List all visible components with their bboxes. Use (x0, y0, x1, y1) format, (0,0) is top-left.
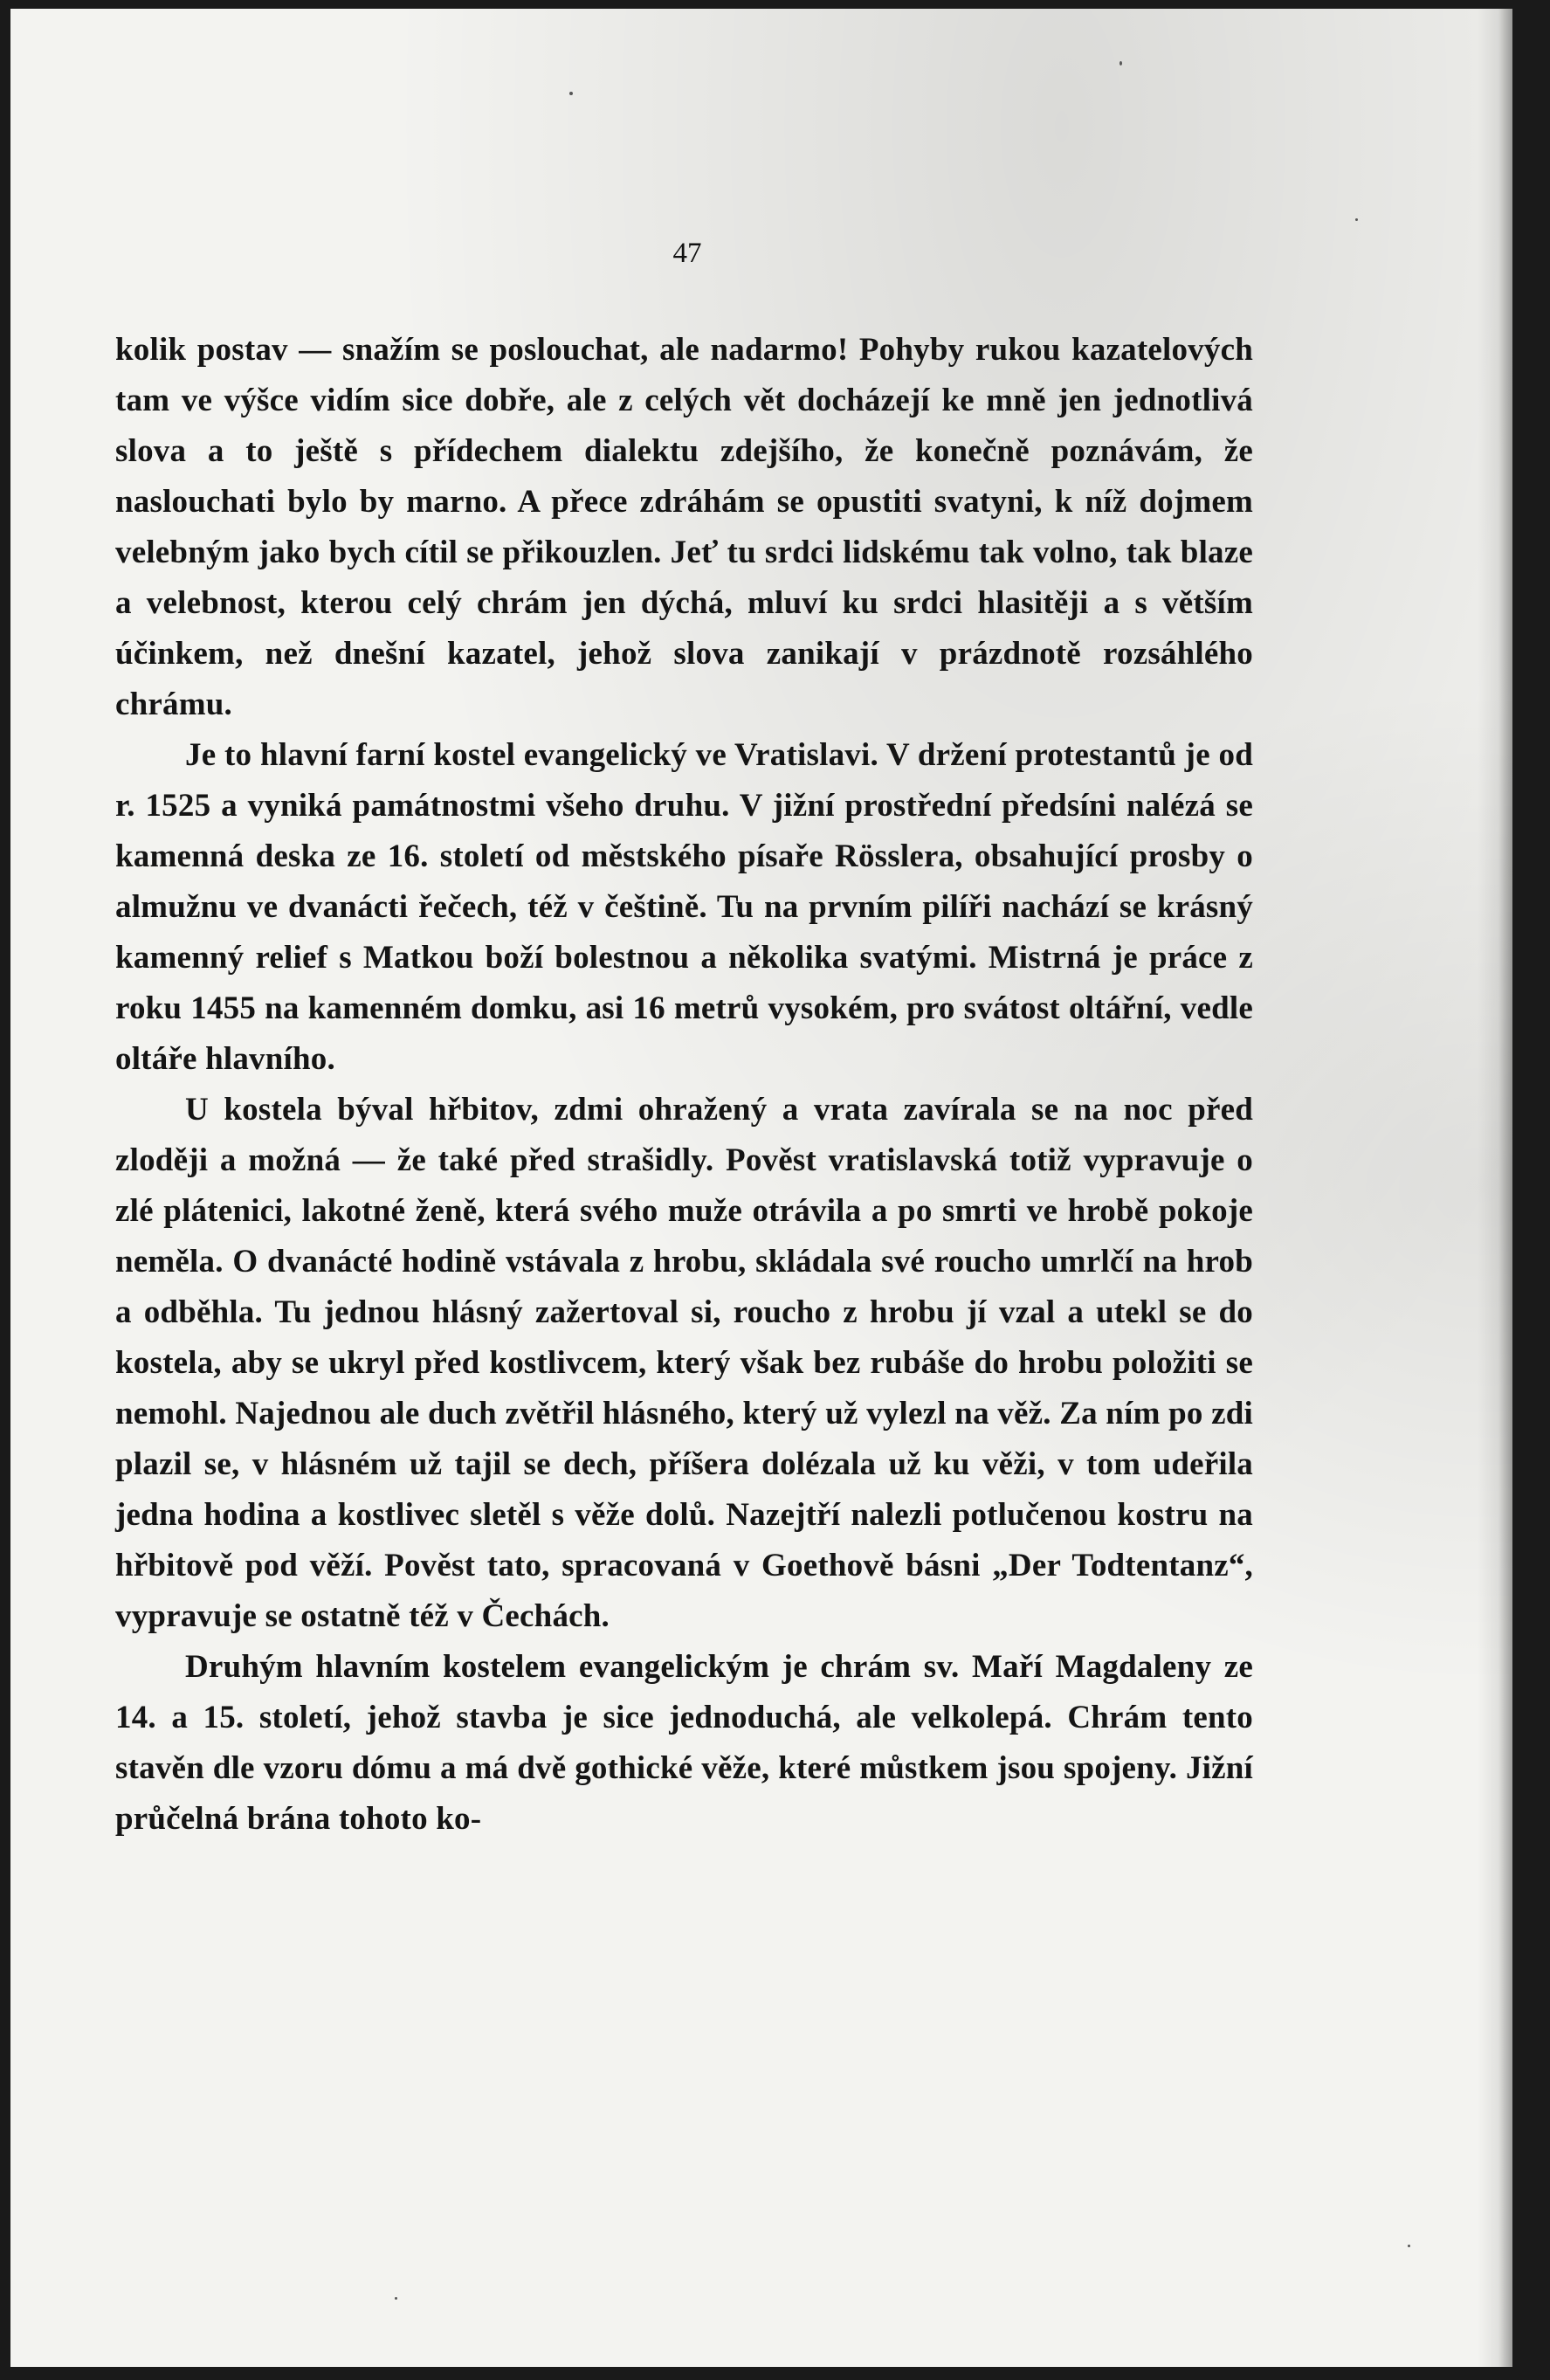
paper-speck (395, 2297, 397, 2300)
page-text (115, 325, 1253, 1845)
paper-speck (1408, 2245, 1410, 2247)
paragraph-1: kolik postav — snažím se poslouchat, ale nadarmo! Pohyby rukou kazatelových tam ve výšce vidím sice dobře, ale z celých vět docházejí ke mně jen jednotlivá slova a to ještě s přídechem dialektu zdejšího, že konečně poznávám, že naslouchati bylo by marno. A přece zdráhám se opustiti svatyni, k níž dojmem velebným jako bych cítil se přikouzlen. Jeť tu srdci lidskému tak volno, tak blaze a velebnost, kterou celý chrám jen dýchá, mluví ku srdci hlasitěji a s větším účinkem, než dnešní kazatel, jehož slova zanikají v prázdnotě rozsáhlého chrámu. (115, 332, 1253, 722)
page-number: 47 (672, 238, 702, 269)
paragraph-2: Je to hlavní farní kostel evangelický ve Vratislavi. V držení protestantů je od r. 1525 a vyniká památnostmi všeho druhu. V jižní prostřední předsíni nalézá se kamenná deska ze 16. století od městského písaře Rösslera, obsahující prosby o almužnu ve dvanácti řečech, též v češtině. Tu na prvním pilíři nachází se krásný kamenný relief s Matkou boží bolestnou a několika svatými. Mistrná je práce z roku 1455 na kamenném domku, asi 16 metrů vysokém, pro svátost oltářní, vedle oltáře hlavního. (115, 737, 1253, 1077)
paper-speck (1119, 61, 1122, 66)
paragraph-4: Druhým hlavním kostelem evangelickým je chrám sv. Maří Magdaleny ze 14. a 15. století, jehož stavba je sice jednoduchá, ale velkolepá. Chrám tento stavěn dle vzoru dómu a má dvě gothické věže, které můstkem jsou spojeny. Jižní průčelná brána tohoto ko- (115, 1649, 1253, 1837)
paper-speck (569, 92, 573, 95)
book-page (10, 9, 1512, 2367)
paragraph-3: U kostela býval hřbitov, zdmi ohražený a vrata zavírala se na noc před zloději a možná — že také před strašidly. Pověst vratislavská totiž vypravuje o zlé plátenici, lakotné ženě, která svého muže otrávila a po smrti ve hrobě pokoje neměla. O dvanácté hodině vstávala z hrobu, skládala své roucho umrlčí na hrob a odběhla. Tu jednou hlásný zažertoval si, roucho z hrobu jí vzal a utekl se do kostela, aby se ukryl před kostlivcem, který však bez rubáše do hrobu položiti se nemohl. Najednou ale duch zvětřil hlásného, který už vylezl na věž. Za ním po zdi plazil se, v hlásném už tajil se dech, příšera dolézala už ku věži, v tom udeřila jedna hodina a kostlivec sletěl s věže dolů. Nazejtří nalezli potlučenou kostru na hřbitově pod věží. Pověst tato, spracovaná v Goethově básni „Der Todtentanz“, vypravuje se ostatně též v Čechách. (115, 1092, 1253, 1634)
page-edge-shadow (1478, 9, 1512, 2367)
paper-speck (1355, 218, 1358, 221)
